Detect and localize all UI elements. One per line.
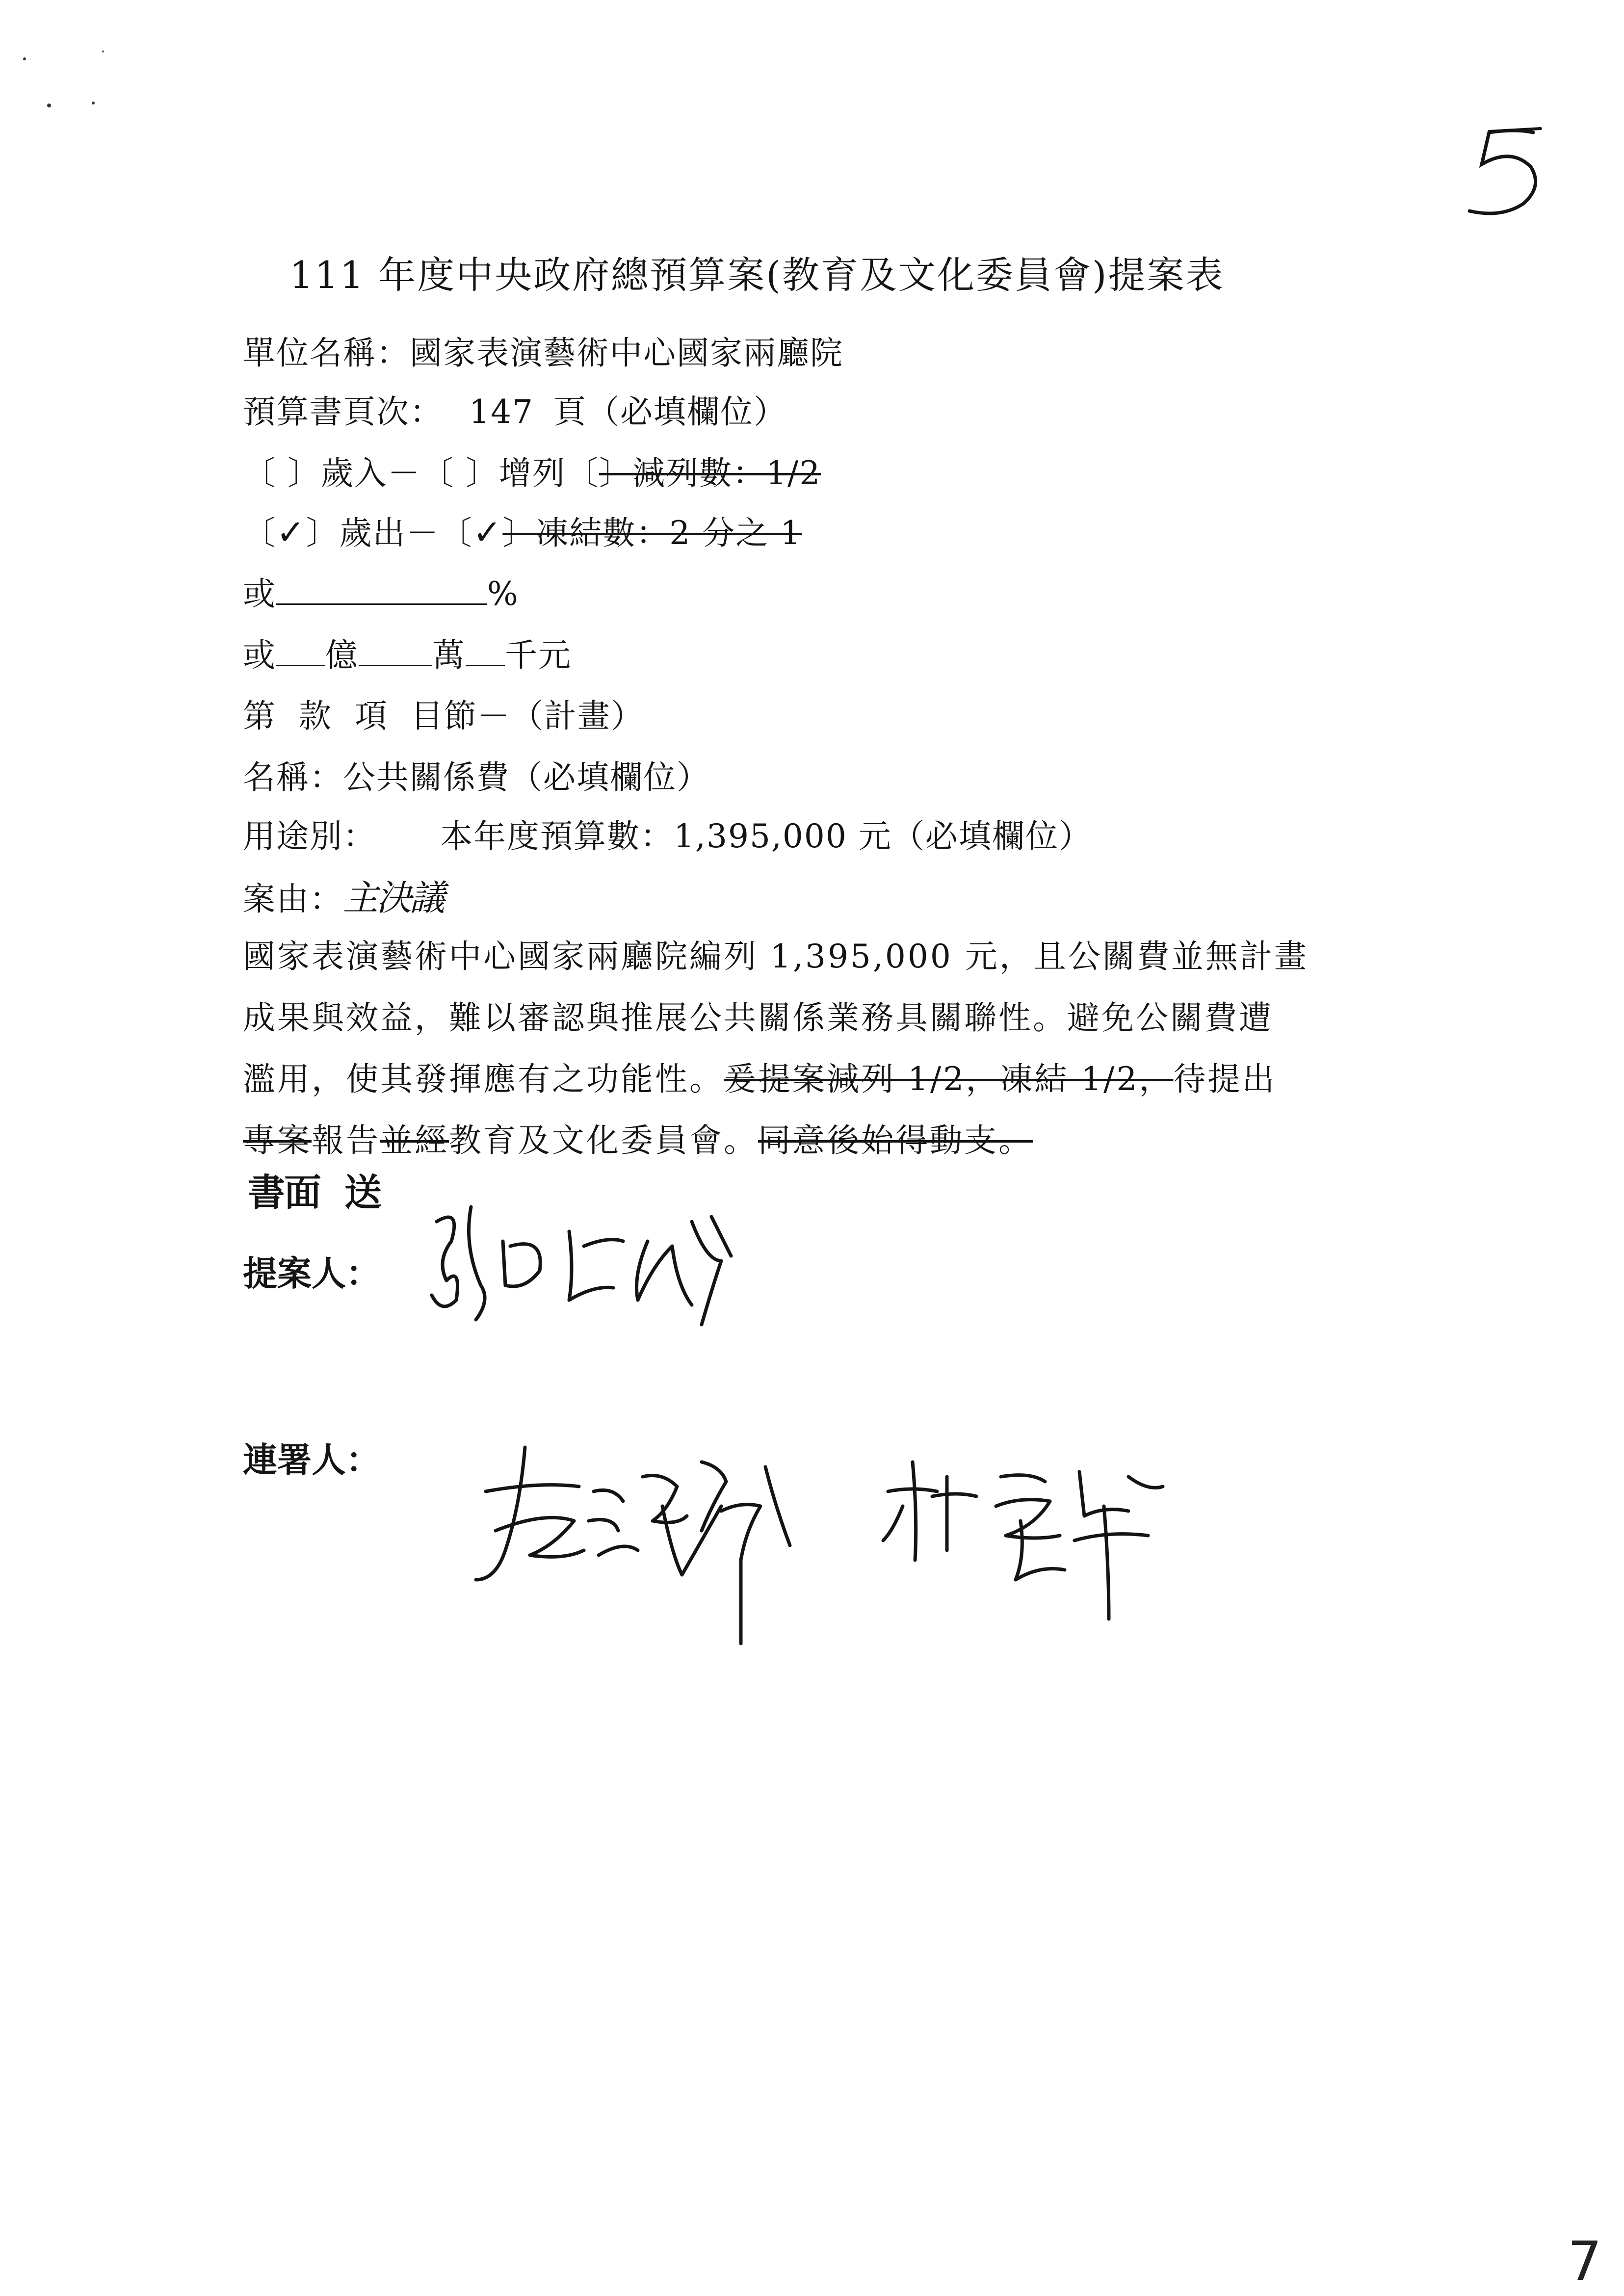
name-label: 名稱： [243,758,343,796]
paragraph-line-3 [243,1060,1276,1099]
check-mark-icon-2: ✓ [472,512,503,552]
scan-specks [20,49,128,123]
paragraph-line-4-struck-2: 並經 [380,1122,449,1159]
expense-mid: 〕歲出－〔 [306,514,473,552]
percent-blank [276,574,487,605]
cosigner-signature-2 [873,1447,1178,1624]
reason-line [243,878,443,919]
paragraph-line-1: 國家表演藝術中心國家兩廳院編列 1,395,000 元，且公關費並無計畫 [243,938,1309,975]
wan-blank [359,635,432,666]
page-number: 7 [1568,2230,1602,2293]
expense-prefix: 〔 [243,514,276,552]
paragraph-line-2: 成果與效益，難以審認與推展公共關係業務具關聯性。避免公關費遭 [243,999,1273,1037]
budget-page-value: 147 [469,393,534,431]
budget-page-label: 預算書頁次： [243,393,443,431]
revenue-prefix: 〔 〕歲入－〔 〕增列〔 [243,454,599,492]
wan-label: 萬 [432,636,466,674]
paragraph-line-4-struck-3: 同意後始得動支。 [758,1122,1033,1159]
qian-blank [466,635,505,666]
name-value: 公共關係費（必填欄位） [343,758,710,796]
section-line: 第 款 項 目節－（計畫） [243,697,644,735]
reason-handwritten: 主決議 [343,877,444,918]
qian-label: 千元 [505,636,572,674]
cosigners-label: 連署人： [243,1439,380,1480]
revenue-line [243,454,821,493]
or-amount-line [243,635,572,675]
paragraph-line-4 [243,1121,1033,1160]
unit-name-label: 單位名稱： [243,334,410,372]
handwritten-page-number-5 [1442,118,1570,226]
reason-label: 案由： [243,880,343,918]
proposer-label: 提案人： [243,1253,380,1294]
or-label-2: 或 [243,636,276,674]
yi-blank [276,635,325,666]
or-label: 或 [243,575,276,613]
budget-page-line [243,392,787,432]
paragraph-line-3-b: 待提出 [1173,1060,1277,1098]
paragraph-line-4-b: 教育及文化委員會 [449,1122,724,1159]
paragraph-line-4-mark: 。 [724,1122,758,1159]
check-mark-icon: ✓ [276,512,306,552]
paragraph-line-3-a: 濫用，使其發揮應有之功能性。 [243,1060,724,1098]
name-line [243,758,710,797]
percent-sign: % [487,575,519,613]
paragraph-line-4-a: 報告 [312,1122,380,1159]
expense-struck-text: 〕凍結數：2 分之 1 [502,514,802,552]
unit-name-value: 國家表演藝術中心國家兩廳院 [410,334,843,372]
or-percent-line [243,574,519,614]
usage-line [243,817,1092,856]
proposer-signature [417,1187,751,1344]
paragraph-line-3-struck: 爰提案減列 1/2，凍結 1/2， [724,1060,1174,1098]
unit-name-line [243,334,843,373]
handwritten-insert: 書面 送 [248,1171,381,1214]
revenue-struck-text: 〕減列數：1/2 [599,454,821,492]
budget-page-suffix: 頁（必填欄位） [553,393,787,431]
yi-label: 億 [325,636,359,674]
expense-line [243,513,802,553]
page-title: 111 年度中央政府總預算案(教育及文化委員會)提案表 [289,253,1225,297]
usage-value: 本年度預算數：1,395,000 元（必填欄位） [440,817,1092,855]
paragraph-line-4-struck-1: 專案 [243,1122,312,1159]
usage-label: 用途別： [243,817,376,855]
cosigner-signature-1 [466,1433,819,1658]
